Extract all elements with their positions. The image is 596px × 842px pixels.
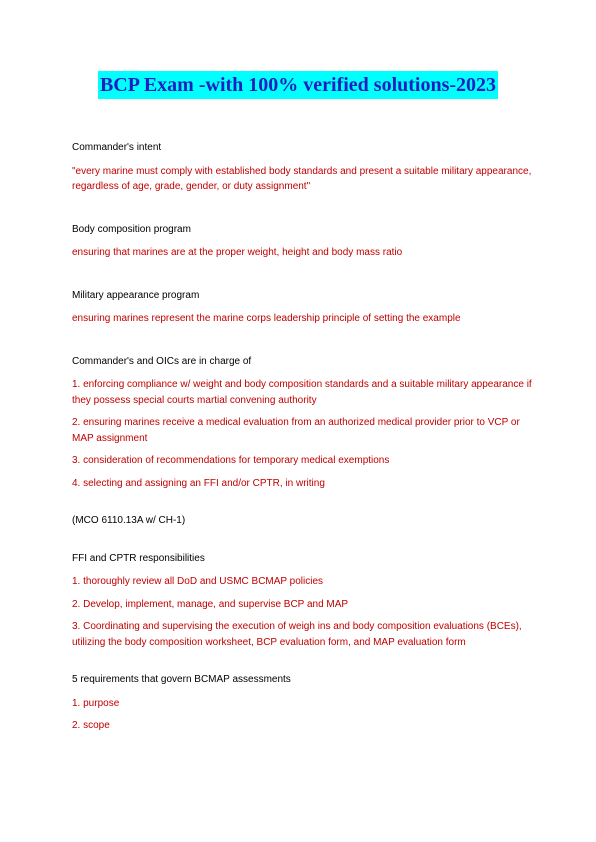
answer: 1. thoroughly review all DoD and USMC BCMAP policies xyxy=(72,576,324,587)
answer: 1. purpose xyxy=(72,697,120,709)
title-wrapper xyxy=(0,71,596,99)
reference-section xyxy=(72,513,532,529)
qa-section xyxy=(72,672,532,734)
question: Military appearance program xyxy=(72,289,200,301)
answer: 2. scope xyxy=(72,720,110,731)
qa-section xyxy=(72,551,532,651)
answer: 1. enforcing compliance w/ weight and body composition standards and a suitable military appearance if they possess special courts martial convening authority xyxy=(72,379,532,406)
reference-citation: (MCO 6110.13A w/ CH-1) xyxy=(72,515,186,526)
qa-section xyxy=(72,288,532,327)
answer: ensuring that marines are at the proper weight, height and body mass ratio xyxy=(72,247,403,258)
document-title: BCP Exam -with 100% verified solutions-2023 xyxy=(98,71,498,99)
answer: ensuring marines represent the marine corps leadership principle of setting the example xyxy=(72,313,461,324)
answer: 3. Coordinating and supervising the execution of weigh ins and body composition evaluations (BCEs), utilizing the body composition worksheet, BCP evaluation form, and MAP evaluation form xyxy=(72,621,522,648)
answer: "every marine must comply with established body standards and present a suitable military appearance, regardless of age, grade, gender, or duty assignment" xyxy=(72,165,532,192)
qa-section xyxy=(72,354,532,492)
question: 5 requirements that govern BCMAP assessments xyxy=(72,674,291,685)
answer: 4. selecting and assigning an FFI and/or CPTR, in writing xyxy=(72,477,325,489)
qa-section xyxy=(72,140,532,195)
question: Body composition program xyxy=(72,223,191,235)
question: Commander's intent xyxy=(72,142,162,153)
answer: 2. ensuring marines receive a medical evaluation from an authorized medical provider prior to VCP or MAP assignment xyxy=(72,417,520,444)
question: Commander's and OICs are in charge of xyxy=(72,355,252,367)
question: FFI and CPTR responsibilities xyxy=(72,552,205,564)
qa-section xyxy=(72,222,532,261)
document-body xyxy=(72,140,532,756)
answer: 3. consideration of recommendations for temporary medical exemptions xyxy=(72,455,390,466)
answer: 2. Develop, implement, manage, and supervise BCP and MAP xyxy=(72,598,349,610)
